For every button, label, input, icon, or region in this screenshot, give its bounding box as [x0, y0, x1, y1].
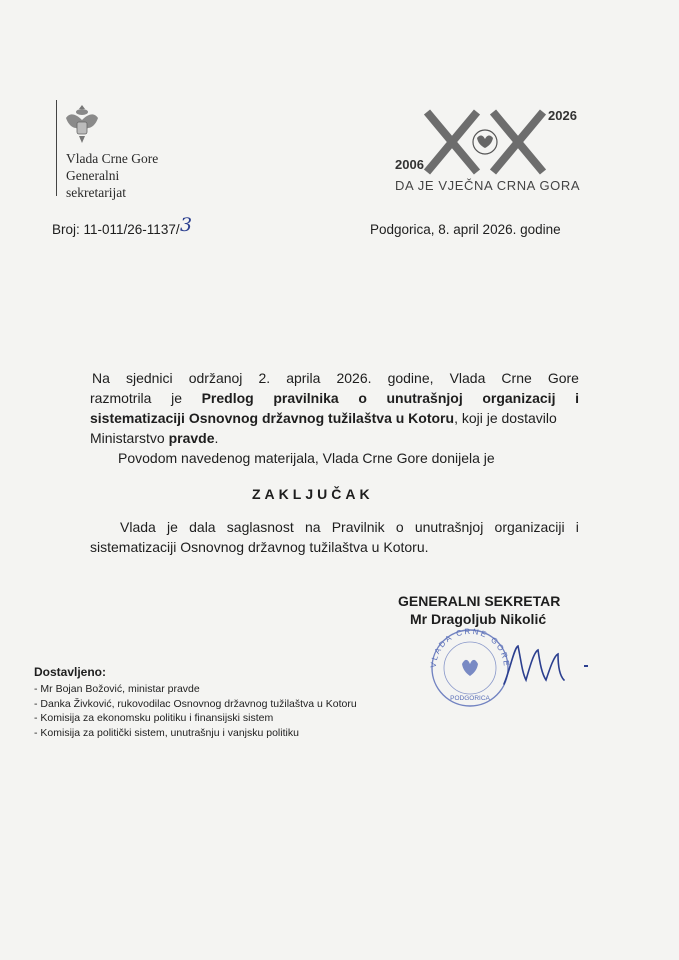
org-line-3: sekretarijat — [66, 185, 126, 200]
word: godine, — [387, 370, 434, 386]
word: o — [358, 390, 367, 406]
text: . — [214, 430, 219, 446]
stamp-arc-text: VLADA CRNE GORE — [428, 626, 512, 669]
word: je — [167, 519, 178, 535]
word: dala — [189, 519, 216, 535]
letterhead-divider — [56, 100, 57, 196]
distribution-label: Dostavljeno: — [34, 665, 107, 679]
word: unutrašnjoj — [414, 519, 484, 535]
text: , koji je dostavilo — [454, 410, 557, 426]
word: Vlada — [120, 519, 156, 535]
word: Gore — [547, 370, 579, 386]
bold-text: pravde — [168, 430, 215, 446]
paragraph-2: Povodom navedenog materijala, Vlada Crne Gore donijela je — [118, 450, 495, 466]
word: razmotrila — [90, 390, 152, 406]
logo-year-left: 2006 — [395, 157, 424, 172]
word: unutrašnjoj — [386, 390, 463, 406]
word: o — [395, 519, 404, 535]
conclusion-heading: ZAKLJUČAK — [252, 486, 374, 502]
paragraph-1-line-1 — [92, 370, 579, 386]
list-item: - Danka Živković, rukovodilac Osnovnog državnog tužilaštva u Kotoru — [34, 697, 357, 710]
word: i — [575, 390, 579, 406]
signatory-title: GENERALNI SEKRETAR — [398, 593, 561, 609]
svg-text:VLADA CRNE GORE — [429, 627, 511, 668]
word: održanoj — [188, 370, 243, 386]
bold-title: sistematizaciji Osnovnog državnog tužilaštva u Kotoru — [90, 410, 455, 426]
word: Vlada — [449, 370, 486, 386]
word: Predlog — [201, 390, 254, 406]
logo-slogan: DA JE VJEČNA CRNA GORA — [395, 178, 581, 193]
paragraph-1-line-4 — [90, 430, 218, 446]
list-item: - Mr Bojan Božović, ministar pravde — [34, 683, 200, 695]
distribution-list — [34, 682, 357, 740]
word: 2026. — [336, 370, 372, 386]
paragraph-1-line-3 — [90, 410, 579, 426]
organization-name — [66, 150, 158, 201]
text: Ministarstvo — [90, 430, 169, 446]
paragraph-3-line-2: sistematizaciji Osnovnog državnog tužilaštva u Kotoru. — [90, 539, 429, 555]
word: organizaciji — [494, 519, 565, 535]
coat-of-arms-icon — [62, 102, 102, 146]
word: saglasnost — [226, 519, 294, 535]
word: i — [575, 519, 579, 535]
word: pravilnika — [273, 390, 339, 406]
word: na — [304, 519, 321, 535]
list-item: - Komisija za politički sistem, unutrašnju i vanjsku politiku — [34, 726, 299, 739]
handwritten-number: 3 — [180, 214, 193, 236]
handwritten-signature — [500, 640, 595, 690]
word: je — [171, 390, 182, 406]
paragraph-3-line-1 — [120, 519, 579, 535]
word: 2. — [258, 370, 271, 386]
list-item: - Komisija za ekonomsku politiku i finansijski sistem — [34, 712, 274, 724]
line-3-content — [90, 410, 557, 426]
word: aprila — [286, 370, 321, 386]
reference-number: Broj: 11-011/26-1137/ — [52, 222, 180, 237]
org-line-2: Generalni — [66, 168, 120, 183]
place-and-date: Podgorica, 8. april 2026. godine — [370, 222, 561, 237]
word: Pravilnik — [331, 519, 385, 535]
signatory-name: Mr Dragoljub Nikolić — [410, 611, 547, 627]
word: organizacij — [482, 390, 556, 406]
word: sjednici — [125, 370, 173, 386]
org-line-1: Vlada Crne Gore — [66, 151, 159, 166]
stamp-city: PODGORICA — [450, 695, 490, 702]
paragraph-1-line-2 — [90, 390, 579, 406]
logo-year-right: 2026 — [548, 108, 577, 123]
word: Na — [92, 370, 110, 386]
word: Crne — [501, 370, 532, 386]
